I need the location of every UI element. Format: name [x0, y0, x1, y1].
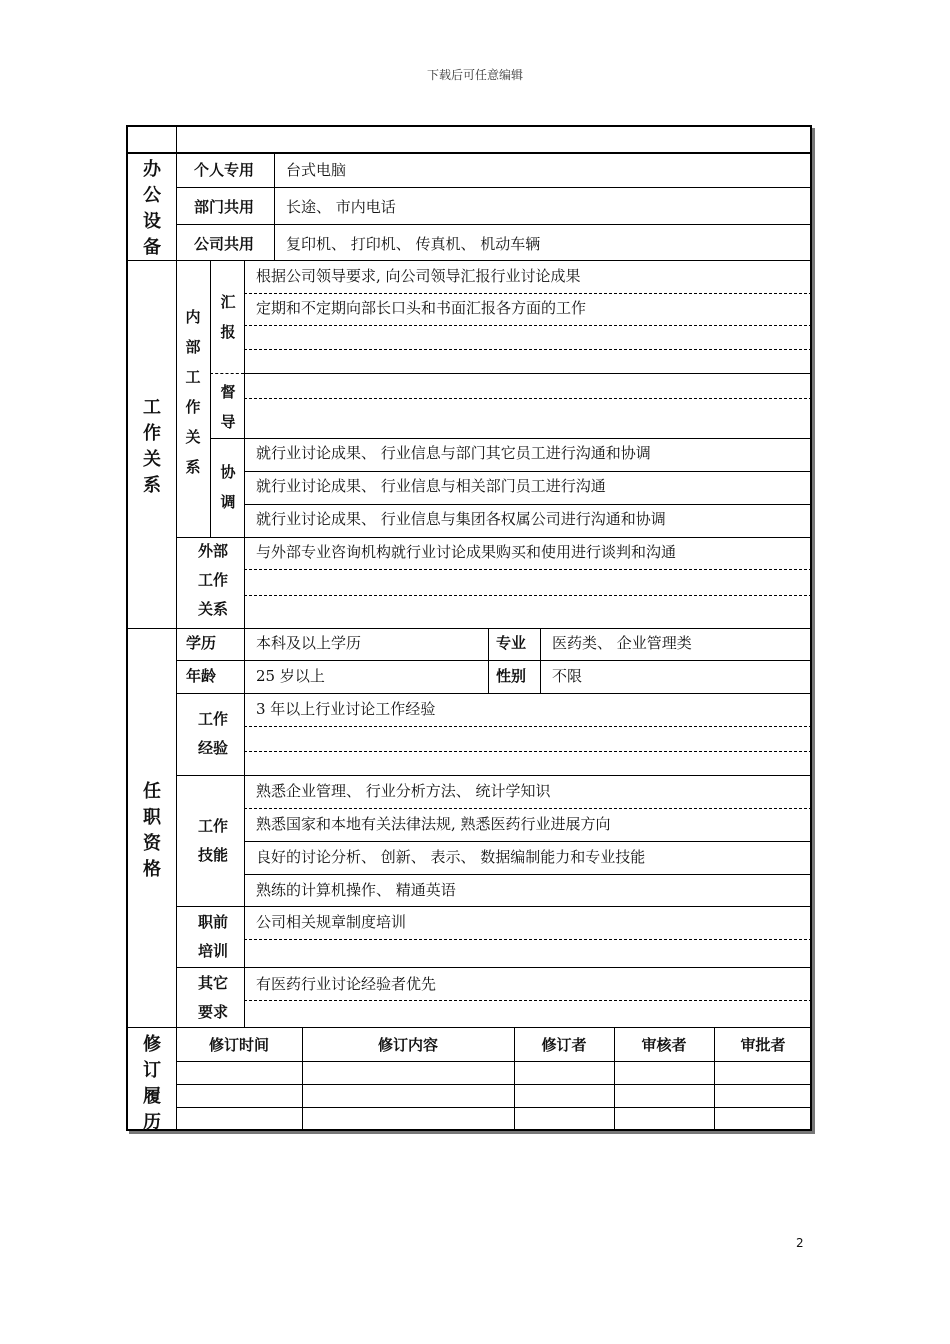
skills-label: 技能 — [197, 846, 228, 864]
other-requirements-label: 其它 — [197, 974, 228, 992]
age-label: 年龄 — [186, 667, 217, 685]
external-relations-label: 外部 — [197, 542, 228, 560]
coordinate-label: 协调 — [220, 463, 236, 511]
report-label: 汇报 — [220, 293, 236, 341]
office-row-label: 部门共用 — [194, 198, 255, 216]
office-row-label: 公司共用 — [194, 235, 255, 253]
office-equipment-title: 办公设备 — [143, 159, 161, 258]
revision-column-header: 审批者 — [740, 1036, 786, 1054]
skills-line: 良好的讨论分析、 创新、 表示、 数据编制能力和专业技能 — [256, 848, 646, 866]
page-header: 下载后可任意编辑 — [426, 68, 523, 82]
revision-column-header: 修订时间 — [208, 1036, 269, 1054]
office-row-value: 长途、 市内电话 — [286, 198, 396, 216]
office-row-value: 台式电脑 — [286, 161, 347, 179]
revision-history-title: 修订履历 — [143, 1034, 161, 1133]
revision-column-header: 修订者 — [541, 1036, 587, 1054]
qualification-title: 任职资格 — [143, 781, 161, 880]
skills-line: 熟悉国家和本地有关法律法规, 熟悉医药行业进展方向 — [256, 815, 611, 833]
major-value: 医药类、 企业管理类 — [552, 634, 692, 652]
education-value: 本科及以上学历 — [256, 634, 362, 652]
revision-column-header: 审核者 — [641, 1036, 687, 1054]
job-description-form — [126, 125, 812, 1131]
training-label: 职前 — [197, 913, 228, 931]
skills-line: 熟练的计算机操作、 精通英语 — [256, 881, 456, 899]
external-relations-label: 关系 — [197, 600, 228, 618]
other-requirements-label: 要求 — [197, 1003, 228, 1021]
page-number: 2 — [796, 1236, 804, 1250]
training-line: 公司相关规章制度培训 — [256, 913, 407, 931]
skills-line: 熟悉企业管理、 行业分析方法、 统计学知识 — [256, 782, 551, 800]
coordinate-line: 就行业讨论成果、 行业信息与集团各权属公司进行沟通和协调 — [256, 510, 666, 528]
work-relations-title: 工作关系 — [143, 397, 161, 496]
office-row-label: 个人专用 — [194, 161, 255, 179]
supervise-label: 督导 — [220, 383, 236, 431]
gender-value: 不限 — [552, 667, 583, 685]
experience-label: 经验 — [197, 739, 228, 757]
office-row-value: 复印机、 打印机、 传真机、 机动车辆 — [286, 235, 541, 253]
coordinate-line: 就行业讨论成果、 行业信息与相关部门员工进行沟通 — [256, 477, 606, 495]
internal-relations-label: 内部工作关系 — [185, 308, 201, 476]
experience-line: 3 年以上行业讨论工作经验 — [256, 700, 436, 718]
experience-label: 工作 — [197, 710, 228, 728]
revision-column-header: 修订内容 — [377, 1036, 438, 1054]
external-relations-label: 工作 — [197, 571, 228, 589]
report-line: 根据公司领导要求, 向公司领导汇报行业讨论成果 — [256, 267, 581, 285]
education-label: 学历 — [186, 634, 217, 652]
major-label: 专业 — [496, 634, 527, 652]
gender-label: 性别 — [496, 667, 527, 685]
other-requirements-line: 有医药行业讨论经验者优先 — [256, 975, 437, 993]
external-relations-line: 与外部专业咨询机构就行业讨论成果购买和使用进行谈判和沟通 — [256, 543, 677, 561]
skills-label: 工作 — [197, 817, 228, 835]
report-line: 定期和不定期向部长口头和书面汇报各方面的工作 — [256, 299, 587, 317]
training-label: 培训 — [197, 942, 228, 960]
coordinate-line: 就行业讨论成果、 行业信息与部门其它员工进行沟通和协调 — [256, 444, 651, 462]
age-value: 25 岁以上 — [256, 667, 325, 685]
